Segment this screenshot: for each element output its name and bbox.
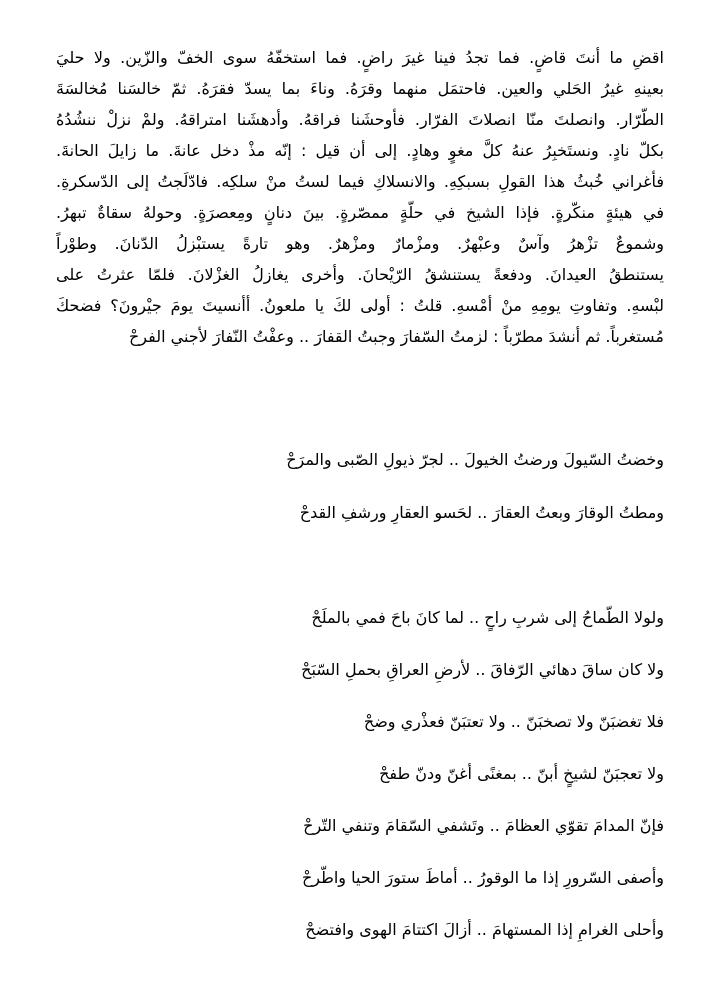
verse-line: ولولا الطّماحُ إلى شربِ راحٍ .. لما كانَ باحَ فمي بالملَحْ (311, 608, 664, 627)
verse-line: وخضتُ السّيولَ ورضتُ الخيولَ .. لجرّ ذيولِ الصّبى والمرَحْ (286, 450, 664, 469)
verse-line: فإنّ المدامَ تقوّي العظامَ .. وتَشفي السّقامَ وتنفي التّرحْ (303, 816, 664, 835)
verse-group-second (56, 608, 664, 972)
prose-line: في هيئةٍ منكّرةٍ. فإذا الشيخ في حلّةٍ ممصّرةٍ. بينَ دنانٍ ومِعصرَةٍ. وحولهُ سقاةٌ تبهرُ. (56, 203, 664, 222)
verse-group-first (56, 450, 664, 556)
prose-line: يستنطقُ العيدانَ. ودفعةً يستنشقُ الرّيْحانَ. وأخرى يغازلُ الغزْلانَ. فلمّا عثرتُ على (56, 265, 664, 284)
verse-line: ولا تعجبَنّ لشيخٍ أبنّ .. بمغنًى أغنّ ودنّ طفحْ (379, 764, 664, 783)
verse-line: ولا كان ساقَ دهائي الرّفاقَ .. لأرضِ العراقِ بحملِ السّبَحْ (301, 660, 664, 679)
prose-paragraph (56, 42, 664, 352)
verse-line: فلا تغضبَنّ ولا تصخبَنّ .. ولا تعتبَنّ فعذْري وضحْ (363, 712, 664, 731)
prose-line: بعينهِ غيرُ الحَلي والعين. فاحتمَل منهما وقرَهُ. وناءَ بما يسدّ فقرَهُ. ثمّ خالسَنا مُخالسَةَ (56, 79, 664, 98)
verse-line: وأصفى السّرورِ إذا ما الوقورُ .. أماطَ ستورَ الحيا واطّرحْ (301, 868, 664, 887)
verse-line: ومطتُ الوقارَ وبعتُ العقارَ .. لحَسو العقارِ ورشفِ القدحْ (299, 503, 664, 522)
prose-line: بكلّ نادٍ. ونستَخبِرُ عنهُ كلَّ مغوٍ وهادٍ. إلى أن قيل : إنّه مذْ دخل عانةَ. ما زايلَ الحانةَ. (56, 141, 664, 160)
prose-line: لبْسهِ. وتفاوتِ يومِهِ منْ أمْسهِ. قلتُ : أولى لكَ يا ملعونُ. أأنسيتَ يومَ جيْرونَ؟ فضحكَ (56, 296, 664, 315)
prose-line: فأغراني خُبثُ هذا القولِ بسبكِهِ. والانسلاكِ فيما لستُ منْ سلكِه. فادّلَجتُ إلى الدّسكرةِ. (56, 172, 664, 191)
prose-line: مُستغرباً. ثم أنشدَ مطرّباً : لزمتُ السّفارَ وجبتُ القفارَ .. وعفْتُ النّفارَ لأجني الفرحْ (128, 327, 664, 346)
verse-line: وأحلى الغرامِ إذا المستهامَ .. أزالَ اكتتامَ الهوى وافتضحْ (305, 920, 664, 939)
prose-line: وشموعٌ تزْهرُ وآسٌ وعبْهرٌ. ومزْمارٌ ومزْهرٌ. وهو تارةً يستبْزلُ الدّنانَ. وطوْراً (56, 234, 664, 253)
prose-line: اقضِ ما أنتَ قاضٍ. فما تجدُ فينا غيرَ راضٍ. فما استخفّهُ سوى الخفّ والزّين. ولا حليَ (56, 48, 664, 67)
prose-line: الطّرّار. وانصلتَ منّا انصلاتَ الفرّار. فأوحشَنا فراقهُ. وأدهشَنا امتراقهُ. ولمْ نزلْ ننشُدُهُ (56, 110, 664, 129)
